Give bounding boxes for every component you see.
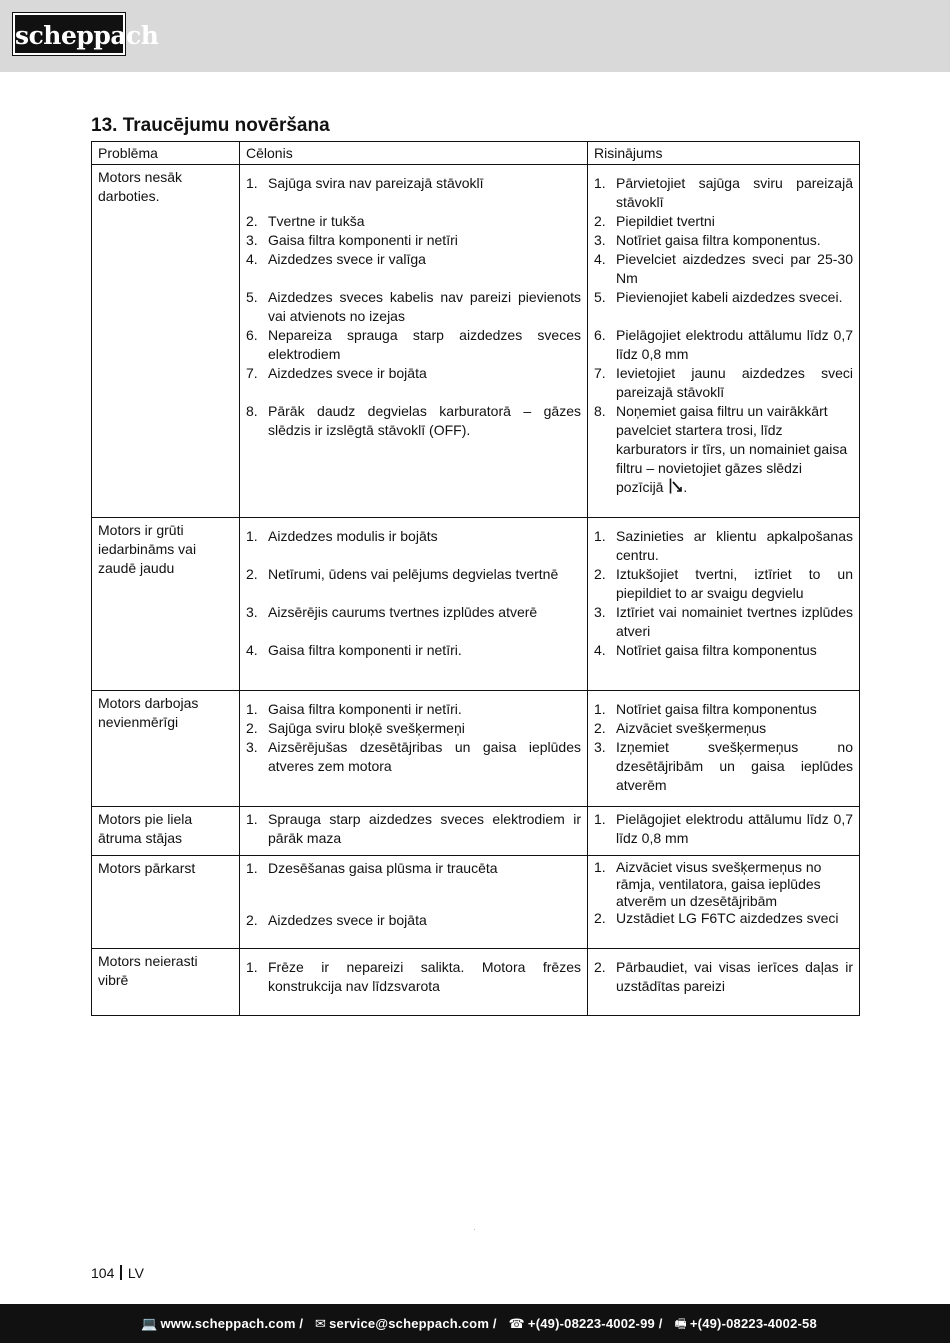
troubleshooting-table: [91, 141, 860, 1016]
list-item: 8. Pārāk daudz degvielas karburatorā – gāzes slēdzis ir izslēgtā stāvoklī (OFF).: [246, 403, 581, 438]
cause-cell: [240, 165, 588, 518]
cause-cell: [240, 518, 588, 691]
problem-cell: Motors pārkarst: [92, 856, 240, 949]
page-number: 104 LV: [91, 1265, 144, 1281]
table-row: [92, 518, 860, 691]
list-item: 3. Aizsērējušas dzesētājribas un gaisa ieplūdes atveres zem motora: [246, 739, 581, 774]
problem-cell: Motors neierasti vibrē: [92, 949, 240, 1016]
list-item: 5. Pievienojiet kabeli aizdedzes svecei.: [594, 289, 843, 305]
list-item: 6. Nepareiza sprauga starp aizdedzes sveces elektrodiem: [246, 327, 581, 362]
list-item: 1. Gaisa filtra komponenti ir netīri.: [246, 701, 462, 717]
list-item: 1. Pārvietojiet sajūga sviru pareizajā stāvoklī: [594, 175, 853, 210]
list-item: 2. Aizvāciet svešķermeņus: [594, 720, 767, 736]
list-item: 1. Sajūga svira nav pareizajā stāvoklī: [246, 175, 484, 191]
list-item: 5. Aizdedzes sveces kabelis nav pareizi pievienots vai atvienots no izejas: [246, 289, 581, 324]
footer-email: service@scheppach.com /: [329, 1316, 497, 1331]
list-item: 1. Dzesēšanas gaisa plūsma ir traucēta: [246, 860, 498, 876]
brand-logo: scheppach: [13, 13, 125, 55]
list-item: 1. Pielāgojiet elektrodu attālumu līdz 0,7 līdz 0,8 mm: [594, 811, 853, 846]
list-item: 1. Sazinieties ar klientu apkalpošanas centru.: [594, 528, 853, 563]
solution-cell: [588, 807, 860, 856]
list-item: 3. Aizsērējis caurums tvertnes izplūdes atverē: [246, 604, 538, 620]
list-item: 2. Sajūga sviru bloķē svešķermeņi: [246, 720, 465, 736]
list-item: 8. Noņemiet gaisa filtru un vairākkārt pavelciet startera trosi, līdz karburators ir tīrs, un nomainiet gaisa filtru – novietojiet gāzes slēdzi pozīcijā .: [594, 403, 848, 495]
page-separator: [120, 1265, 122, 1280]
cause-cell: [240, 949, 588, 1016]
phone-icon: ☎: [508, 1316, 525, 1331]
fax-icon: 🖷: [674, 1316, 687, 1331]
solution-cell: [588, 949, 860, 1016]
solution-cell: [588, 518, 860, 691]
table-row: [92, 856, 860, 949]
footer-bar: [0, 1304, 950, 1343]
list-item: 1. Notīriet gaisa filtra komponentus: [594, 701, 817, 717]
list-item: 7. Ievietojiet jaunu aizdedzes sveci pareizajā stāvoklī: [594, 365, 853, 400]
laptop-icon: 💻: [141, 1316, 158, 1331]
list-item: 6. Pielāgojiet elektrodu attālumu līdz 0,7 līdz 0,8 mm: [594, 327, 853, 362]
section-title: 13. Traucējumu novēršana: [91, 115, 330, 136]
table-row: [92, 165, 860, 518]
list-item: 1. Aizdedzes modulis ir bojāts: [246, 528, 438, 544]
list-item: 3. Iztīriet vai nomainiet tvertnes izplūdes atveri: [594, 604, 853, 639]
footer-fax: +(49)-08223-4002-58: [689, 1316, 817, 1331]
list-item: 1. Aizvāciet visus svešķermeņus no rāmja, ventilatora, gaisa ieplūdes atverēm un dzesētājribām: [594, 859, 822, 909]
header-cause: Cēlonis: [240, 142, 588, 165]
header-solution: Risinājums: [588, 142, 860, 165]
list-item: 2. Tvertne ir tukša: [246, 213, 365, 229]
list-item: 4. Notīriet gaisa filtra komponentus: [594, 642, 817, 658]
list-item: 4. Gaisa filtra komponenti ir netīri.: [246, 642, 462, 658]
list-item: 2. Uzstādiet LG F6TC aizdedzes sveci: [594, 910, 839, 926]
footer-phone: +(49)-08223-4002-99 /: [527, 1316, 663, 1331]
list-item: 2. Iztukšojiet tvertni, iztīriet to un piepildiet to ar svaigu degvielu: [594, 566, 853, 601]
problem-cell: Motors nesāk darboties.: [92, 165, 240, 518]
choke-switch-icon: [669, 478, 683, 494]
cause-cell: [240, 856, 588, 949]
list-item: 7. Aizdedzes svece ir bojāta: [246, 365, 427, 381]
table-row: [92, 807, 860, 856]
list-item: 2. Pārbaudiet, vai visas ierīces daļas ir uzstādītas pareizi: [594, 959, 853, 994]
header-bar: [0, 0, 950, 72]
footer-web: www.scheppach.com /: [160, 1316, 304, 1331]
table-header-row: [92, 142, 860, 165]
list-item: 2. Aizdedzes svece ir bojāta: [246, 912, 427, 928]
list-item: 2. Netīrumi, ūdens vai pelējums degvielas tvertnē: [246, 566, 559, 582]
list-item: 4. Aizdedzes svece ir valīga: [246, 251, 426, 267]
list-item: 1. Sprauga starp aizdedzes sveces elektrodiem ir pārāk maza: [246, 811, 581, 846]
table-row: [92, 691, 860, 807]
header-problem: Problēma: [92, 142, 240, 165]
problem-cell: Motors ir grūti iedarbināms vai zaudē jaudu: [92, 518, 240, 691]
mail-icon: ✉: [315, 1316, 327, 1331]
list-item: 3. Notīriet gaisa filtra komponentus.: [594, 232, 821, 248]
solution-cell: [588, 691, 860, 807]
cause-cell: [240, 691, 588, 807]
list-item: 3. Gaisa filtra komponenti ir netīri: [246, 232, 458, 248]
list-item: 4. Pievelciet aizdedzes sveci par 25-30 Nm: [594, 251, 853, 286]
cause-cell: [240, 807, 588, 856]
solution-cell: [588, 856, 860, 949]
problem-cell: Motors darbojas nevienmērīgi: [92, 691, 240, 807]
list-item: 3. Izņemiet svešķermeņus no dzesētājribām un gaisa ieplūdes atverēm: [594, 739, 853, 793]
table-row: [92, 949, 860, 1016]
list-item: 2. Piepildiet tvertni: [594, 213, 715, 229]
solution-cell: [588, 165, 860, 518]
page-speck: [474, 1229, 475, 1230]
problem-cell: Motors pie liela ātruma stājas: [92, 807, 240, 856]
list-item: 1. Frēze ir nepareizi salikta. Motora frēzes konstrukcija nav līdzsvarota: [246, 959, 581, 994]
